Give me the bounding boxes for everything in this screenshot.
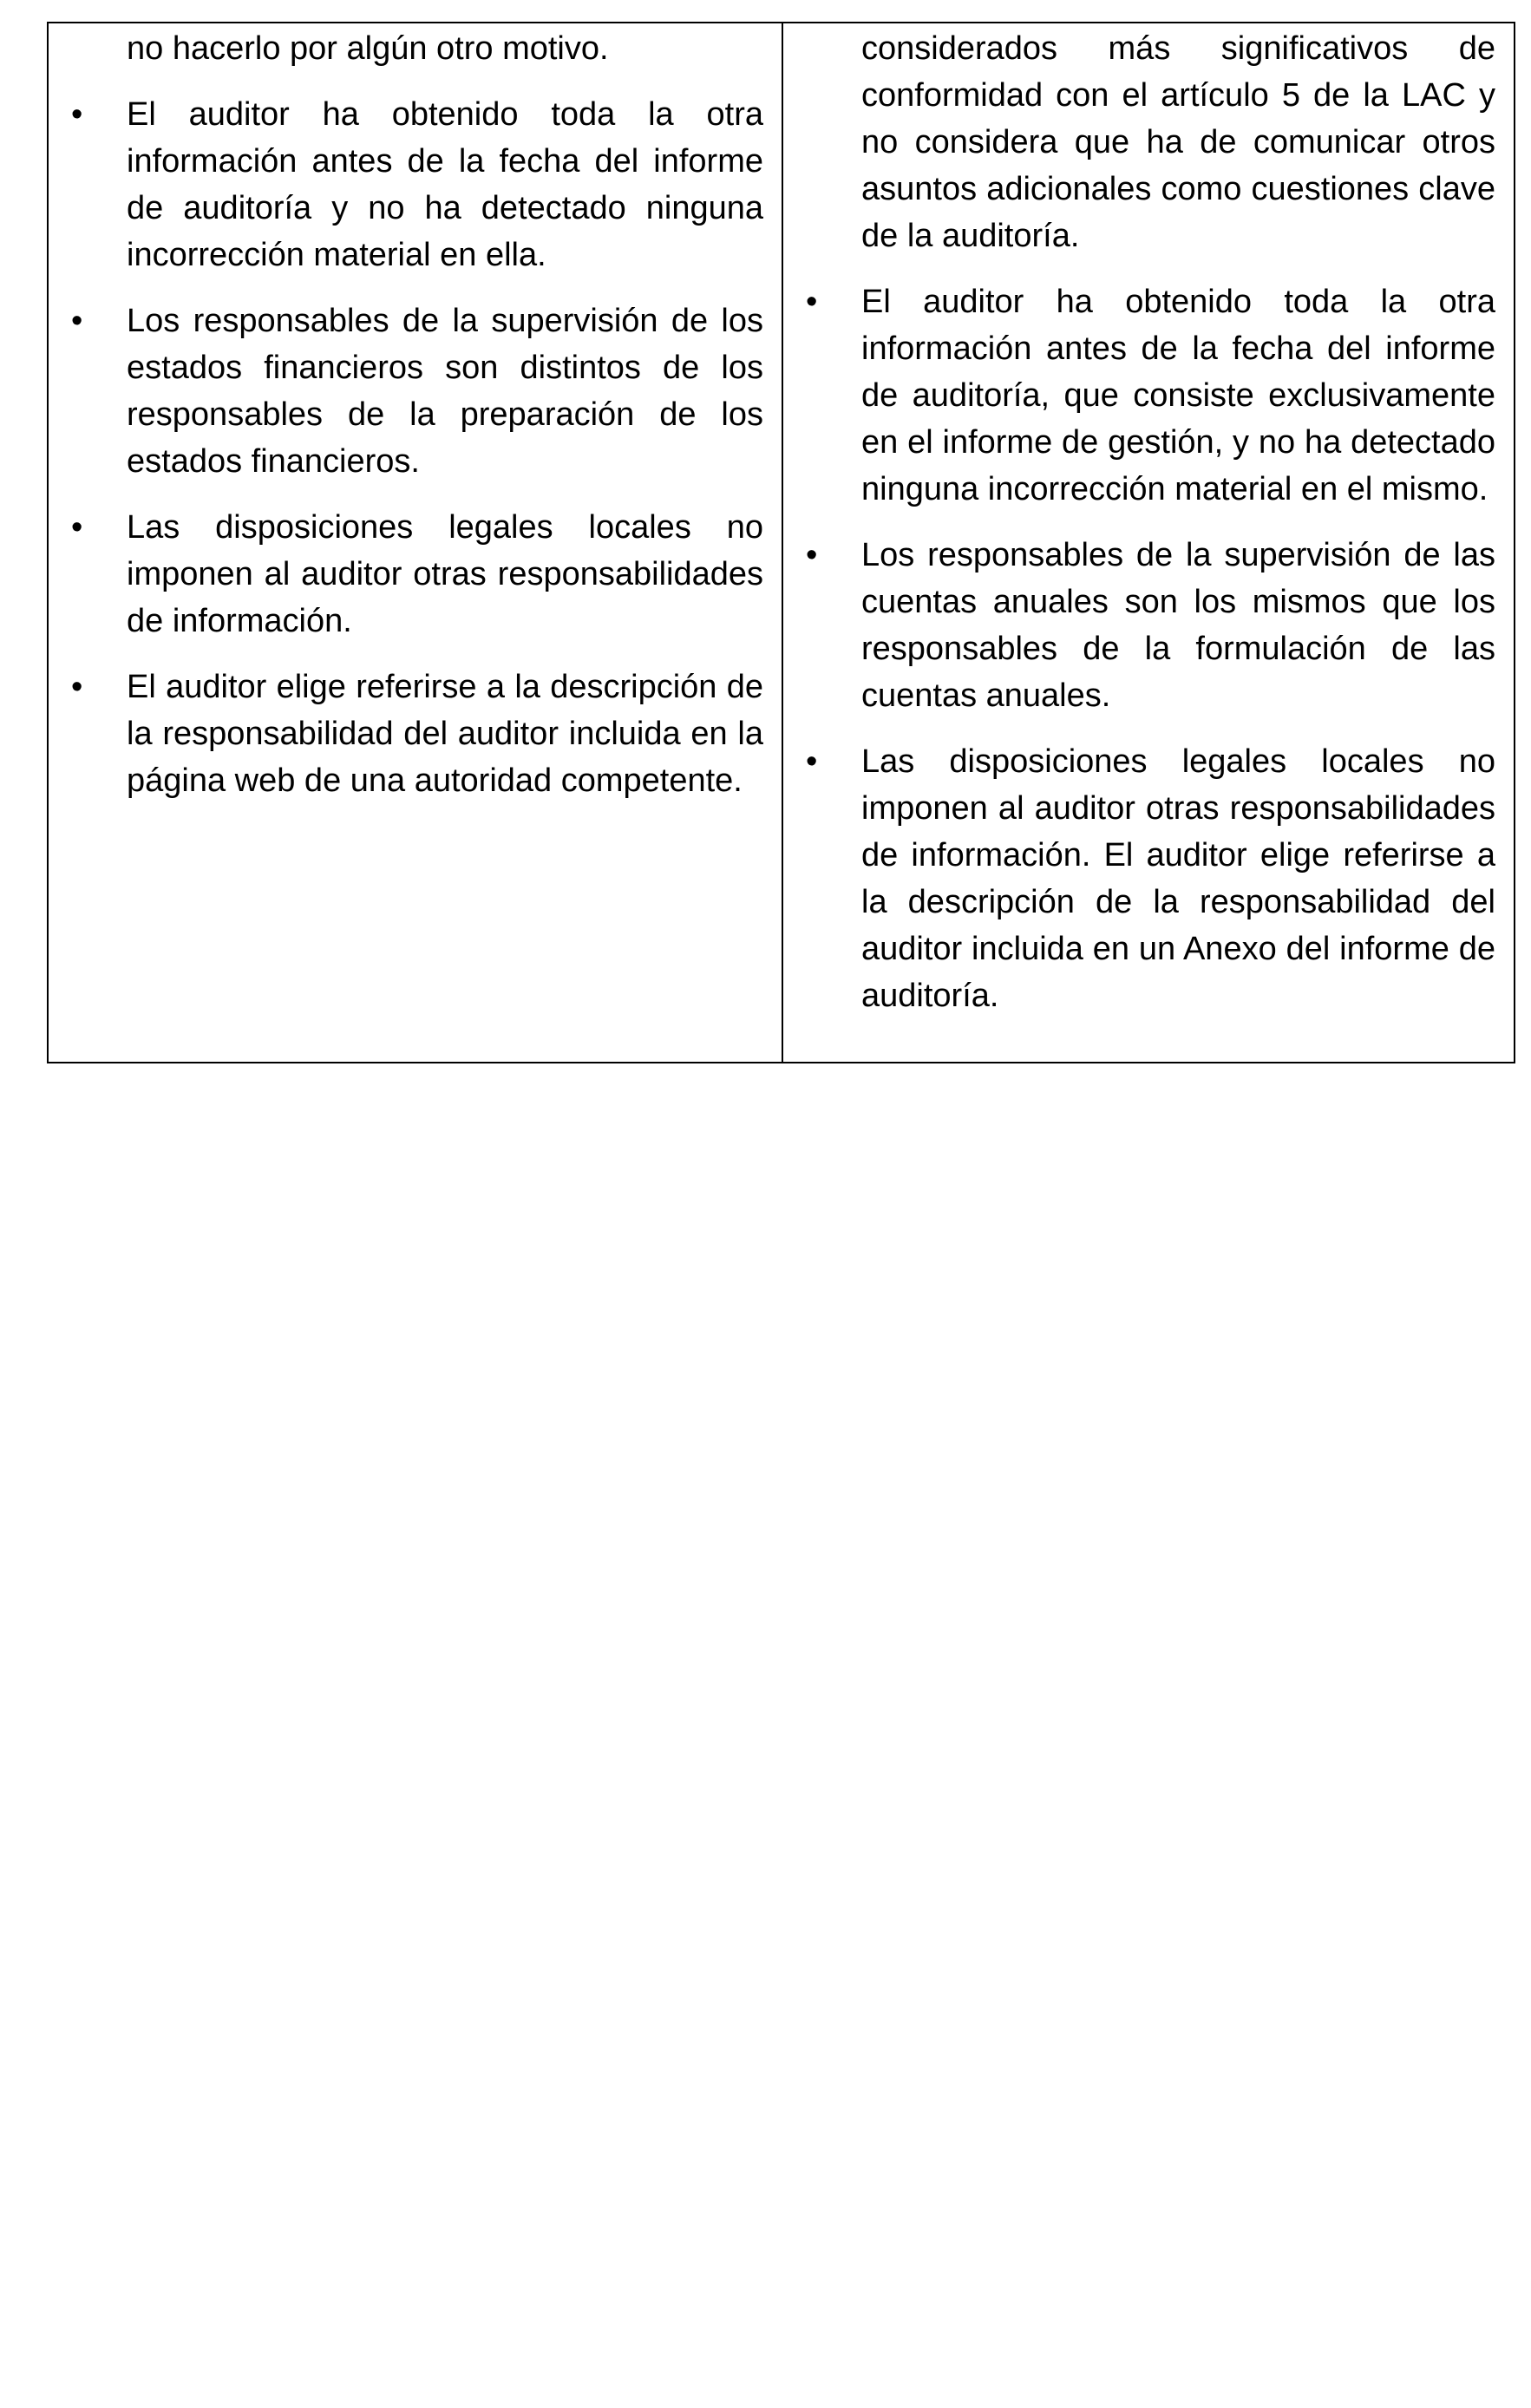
comparison-table xyxy=(47,22,1515,1063)
bullet-icon: • xyxy=(806,537,818,573)
list-item xyxy=(71,298,763,485)
bullet-icon: • xyxy=(806,743,818,780)
list-item-text: El auditor elige referirse a la descripción de la responsabilidad del auditor incluida en la página web de una autoridad competente. xyxy=(127,669,763,799)
list-item xyxy=(806,278,1495,513)
list-item-text: Los responsables de la supervisión de los estados financieros son distintos de los responsables de la preparación de los estados financieros. xyxy=(127,303,763,480)
list-item xyxy=(806,738,1495,1019)
table-column-right xyxy=(783,23,1514,1062)
bullet-icon: • xyxy=(71,669,83,705)
list-item-text: El auditor ha obtenido toda la otra información antes de la fecha del informe de auditoría, que consiste exclusivamente en el informe de gestión, y no ha detectado ninguna incorrección material en el mismo. xyxy=(861,284,1495,507)
bullet-icon: • xyxy=(71,303,83,339)
bullet-icon: • xyxy=(71,96,83,133)
table-column-left xyxy=(49,23,783,1062)
list-item-text: Los responsables de la supervisión de las cuentas anuales son los mismos que los responsables de la formulación de las cuentas anuales. xyxy=(861,537,1495,714)
list-item-text: El auditor ha obtenido toda la otra información antes de la fecha del informe de auditoría y no ha detectado ninguna incorrección material en ella. xyxy=(127,96,763,273)
list-item xyxy=(71,91,763,278)
list-item xyxy=(71,504,763,645)
list-item xyxy=(806,532,1495,719)
left-continuation-text: no hacerlo por algún otro motivo. xyxy=(127,30,609,67)
bullet-icon: • xyxy=(71,509,83,546)
list-item xyxy=(71,664,763,804)
bullet-icon: • xyxy=(806,284,818,320)
list-item-text: Las disposiciones legales locales no imponen al auditor otras responsabilidades de información. xyxy=(127,509,763,639)
list-item-text: Las disposiciones legales locales no imponen al auditor otras responsabilidades de información. El auditor elige referirse a la descripción de la responsabilidad del auditor incluida en un Anexo del informe de auditoría. xyxy=(861,743,1495,1014)
right-continuation-text: considerados más significativos de conformidad con el artículo 5 de la LAC y no considera que ha de comunicar otros asuntos adicionales como cuestiones clave de la auditoría. xyxy=(861,30,1495,254)
